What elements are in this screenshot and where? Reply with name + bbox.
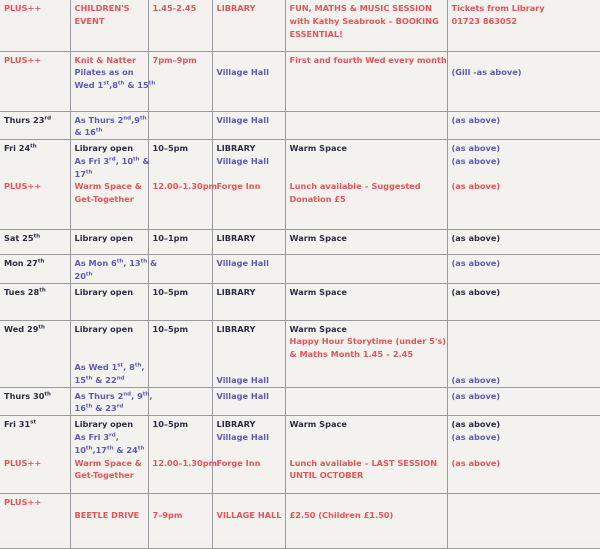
notes-cell bbox=[285, 255, 447, 284]
time-text: 10–1pm bbox=[152, 233, 189, 244]
line-spacer bbox=[75, 348, 145, 361]
schedule-row bbox=[0, 283, 600, 320]
contact-cell bbox=[447, 0, 600, 51]
line-spacer bbox=[217, 335, 282, 348]
time-cell bbox=[148, 255, 212, 284]
venue-cell bbox=[212, 51, 285, 111]
notes-text: & Maths Month 1.45 – 2.45 bbox=[289, 349, 414, 360]
event-cell bbox=[70, 0, 148, 51]
contact-text: (as above) bbox=[451, 432, 501, 443]
day-text: PLUS++ bbox=[4, 54, 42, 65]
contact-cell bbox=[447, 494, 600, 549]
event-text: 16th & 23rd bbox=[74, 403, 124, 414]
contact-text: (as above) bbox=[451, 181, 501, 192]
contact-text: (as above) bbox=[451, 457, 501, 468]
contact-text: Tickets from Library bbox=[451, 3, 545, 13]
time-text: 12.00–1.30pm bbox=[152, 457, 218, 468]
venue-text: LIBRARY bbox=[216, 419, 256, 430]
time-text: 7–9pm bbox=[152, 510, 183, 521]
time-cell bbox=[148, 416, 218, 494]
day-text: Fri 31st bbox=[4, 419, 37, 430]
notes-text: First and fourth Wed every month bbox=[289, 54, 447, 65]
time-text: 12.00–1.30pm bbox=[152, 181, 218, 192]
line-spacer bbox=[217, 54, 282, 67]
schedule-row bbox=[0, 111, 600, 140]
notes-text: Lunch available – Suggested bbox=[289, 181, 421, 192]
venue-text: Village Hall bbox=[216, 432, 269, 443]
schedule-row bbox=[0, 387, 600, 416]
notes-text: Warm Space bbox=[289, 286, 347, 297]
line-spacer bbox=[75, 496, 145, 509]
contact-text: (Gill -as above) bbox=[451, 67, 522, 78]
event-text: 15th & 22nd bbox=[74, 374, 125, 385]
day-text: PLUS++ bbox=[4, 457, 42, 468]
day-text: Tues 28th bbox=[4, 286, 46, 297]
day-cell bbox=[0, 320, 70, 387]
line-spacer bbox=[217, 361, 282, 374]
line-spacer bbox=[452, 444, 598, 457]
notes-text: Happy Hour Storytime (under 5's) bbox=[289, 336, 446, 347]
event-text: Warm Space & bbox=[74, 181, 142, 192]
event-text: Library open bbox=[74, 323, 134, 334]
venue-text: Forge Inn bbox=[216, 457, 261, 468]
line-spacer bbox=[4, 168, 67, 181]
event-cell bbox=[70, 416, 148, 494]
venue-cell bbox=[212, 320, 285, 387]
time-cell bbox=[148, 387, 212, 416]
day-text: PLUS++ bbox=[4, 181, 42, 192]
contact-text: 01723 863052 bbox=[451, 15, 518, 26]
line-spacer bbox=[153, 168, 209, 181]
line-spacer bbox=[4, 444, 67, 457]
event-text: Library open bbox=[74, 143, 134, 154]
venue-cell bbox=[212, 416, 285, 494]
line-spacer bbox=[452, 348, 598, 361]
venue-text: Village Hall bbox=[216, 67, 269, 78]
event-cell bbox=[70, 494, 148, 549]
day-text: Mon 27th bbox=[4, 258, 45, 269]
notes-text: Donation £5 bbox=[289, 194, 346, 205]
notes-text: with Kathy Seabrook – BOOKING bbox=[289, 15, 439, 26]
day-cell bbox=[0, 0, 70, 51]
event-text: As Fri 3rd, bbox=[74, 432, 119, 443]
notes-text: ESSENTIAL! bbox=[289, 28, 343, 39]
venue-cell bbox=[212, 111, 285, 140]
notes-cell bbox=[285, 230, 447, 255]
event-cell bbox=[70, 387, 153, 416]
line-spacer bbox=[452, 335, 598, 348]
line-spacer bbox=[217, 444, 282, 457]
time-cell bbox=[148, 230, 212, 255]
schedule-row bbox=[0, 140, 600, 230]
venue-text: LIBRARY bbox=[216, 143, 256, 154]
line-spacer bbox=[217, 348, 282, 361]
notes-text: Warm Space bbox=[289, 419, 347, 430]
notes-cell bbox=[285, 51, 447, 111]
event-text: CHILDREN'S EVENT bbox=[74, 3, 130, 26]
notes-cell bbox=[285, 140, 447, 230]
day-cell bbox=[0, 255, 70, 284]
venue-text: LIBRARY bbox=[216, 323, 256, 334]
contact-cell bbox=[447, 140, 600, 230]
day-cell bbox=[0, 140, 70, 230]
venue-cell bbox=[212, 494, 285, 549]
line-spacer bbox=[153, 431, 209, 444]
time-cell bbox=[148, 283, 212, 320]
venue-text: Village Hall bbox=[216, 258, 269, 269]
venue-text: Forge Inn bbox=[216, 181, 261, 192]
venue-cell bbox=[212, 255, 285, 284]
day-cell bbox=[0, 387, 70, 416]
event-cell bbox=[70, 255, 158, 284]
notes-cell bbox=[285, 320, 447, 387]
venue-cell bbox=[212, 283, 285, 320]
schedule-row bbox=[0, 320, 600, 387]
line-spacer bbox=[153, 444, 209, 457]
time-cell bbox=[148, 0, 212, 51]
venue-text: Village Hall bbox=[216, 155, 269, 166]
notes-text: UNTIL OCTOBER bbox=[289, 470, 364, 481]
contact-text: (as above) bbox=[451, 143, 501, 154]
time-text: 10–5pm bbox=[152, 143, 189, 154]
time-cell bbox=[148, 494, 212, 549]
contact-cell bbox=[447, 255, 600, 284]
day-cell bbox=[0, 283, 70, 320]
event-text: Library open bbox=[74, 286, 134, 297]
notes-cell bbox=[285, 416, 447, 494]
day-cell bbox=[0, 416, 70, 494]
contact-text: (as above) bbox=[451, 233, 501, 244]
contact-text: (as above) bbox=[451, 258, 501, 269]
contact-text: (as above) bbox=[451, 419, 501, 430]
contact-text: (as above) bbox=[451, 155, 501, 166]
line-spacer bbox=[217, 496, 282, 509]
line-spacer bbox=[290, 155, 444, 168]
line-spacer bbox=[452, 361, 598, 374]
contact-text: (as above) bbox=[451, 390, 501, 401]
event-cell bbox=[70, 51, 156, 111]
notes-cell bbox=[285, 283, 447, 320]
event-text: Pilates as on bbox=[74, 67, 134, 78]
day-text: Thurs 23rd bbox=[4, 114, 52, 125]
venue-cell bbox=[212, 140, 285, 230]
contact-cell bbox=[447, 51, 600, 111]
contact-text: (as above) bbox=[451, 286, 501, 297]
time-text: 7pm–9pm bbox=[152, 54, 197, 65]
event-text: Warm Space & bbox=[74, 457, 142, 468]
event-cell bbox=[70, 140, 148, 230]
event-text: Knit & Natter bbox=[74, 54, 137, 65]
schedule-row bbox=[0, 51, 600, 111]
venue-text: LIBRARY bbox=[216, 286, 256, 297]
time-cell bbox=[148, 111, 212, 140]
event-text: Library open bbox=[74, 419, 134, 430]
line-spacer bbox=[290, 168, 444, 181]
notes-text: Warm Space bbox=[289, 143, 347, 154]
schedule-row bbox=[0, 0, 600, 51]
event-text: 20th bbox=[74, 270, 93, 281]
day-cell bbox=[0, 230, 70, 255]
schedule-row bbox=[0, 494, 600, 549]
day-text: PLUS++ bbox=[4, 3, 42, 13]
day-text: Sat 25th bbox=[4, 233, 41, 244]
notes-text: FUN, MATHS & MUSIC SESSION bbox=[289, 3, 432, 13]
line-spacer bbox=[75, 335, 145, 348]
contact-cell bbox=[447, 387, 600, 416]
time-text: 10–5pm bbox=[152, 286, 189, 297]
line-spacer bbox=[452, 54, 598, 67]
event-text: Get-Together bbox=[74, 470, 134, 481]
line-spacer bbox=[153, 155, 209, 168]
venue-text: Village Hall bbox=[216, 374, 269, 385]
venue-text: LIBRARY bbox=[216, 233, 256, 244]
day-cell bbox=[0, 494, 70, 549]
event-text: 17th bbox=[74, 168, 93, 179]
venue-text: Village Hall bbox=[216, 390, 269, 401]
notes-cell bbox=[285, 494, 447, 549]
event-text: As Mon 6th, 13th & bbox=[74, 258, 158, 269]
venue-cell bbox=[212, 230, 285, 255]
event-text: As Thurs 2nd, 9th, bbox=[74, 390, 153, 401]
line-spacer bbox=[4, 431, 67, 444]
line-spacer bbox=[4, 155, 67, 168]
event-text: Library open bbox=[74, 233, 134, 244]
schedule-row bbox=[0, 230, 600, 255]
event-cell bbox=[70, 111, 148, 140]
notes-cell bbox=[285, 387, 447, 416]
notes-text: Lunch available – LAST SESSION bbox=[289, 457, 438, 468]
day-cell bbox=[0, 51, 70, 111]
line-spacer bbox=[290, 496, 444, 509]
venue-cell bbox=[212, 387, 285, 416]
time-text: 10–5pm bbox=[152, 323, 189, 334]
contact-cell bbox=[447, 230, 600, 255]
line-spacer bbox=[452, 323, 598, 336]
time-text: 10–5pm bbox=[152, 419, 189, 430]
contact-text: (as above) bbox=[451, 114, 501, 125]
event-text: Wed 1st,8th & 15th bbox=[74, 80, 156, 91]
contact-cell bbox=[447, 416, 600, 494]
event-text: 10th,17th & 24th bbox=[74, 444, 145, 455]
notes-cell bbox=[285, 111, 447, 140]
venue-text: LIBRARY bbox=[216, 3, 256, 13]
time-cell bbox=[148, 51, 212, 111]
event-cell bbox=[70, 283, 148, 320]
time-text: 1.45-2.45 bbox=[152, 3, 197, 13]
schedule-row bbox=[0, 416, 600, 494]
contact-cell bbox=[447, 283, 600, 320]
line-spacer bbox=[452, 168, 598, 181]
day-cell bbox=[0, 111, 70, 140]
day-text: PLUS++ bbox=[4, 497, 42, 508]
notes-cell bbox=[285, 0, 447, 51]
event-text: As Fri 3rd, 10th & bbox=[74, 155, 150, 166]
event-text: BEETLE DRIVE bbox=[74, 510, 140, 521]
venue-text: VILLAGE HALL bbox=[216, 510, 282, 521]
event-text: & 16th bbox=[74, 127, 103, 138]
venue-text: Village Hall bbox=[216, 114, 269, 125]
event-cell bbox=[70, 230, 148, 255]
event-cell bbox=[70, 320, 148, 387]
day-text: Thurs 30th bbox=[4, 390, 51, 401]
contact-cell bbox=[447, 320, 600, 387]
day-text: Fri 24th bbox=[4, 143, 37, 154]
schedule-row bbox=[0, 255, 600, 284]
time-cell bbox=[148, 140, 218, 230]
line-spacer bbox=[290, 444, 444, 457]
event-text: As Thurs 2nd,9th bbox=[74, 114, 147, 125]
venue-cell bbox=[212, 0, 285, 51]
day-text: Wed 29th bbox=[4, 323, 45, 334]
notes-text: £2.50 (Children £1.50) bbox=[289, 510, 394, 521]
event-text: As Wed 1st, 8th, bbox=[74, 362, 145, 373]
time-cell bbox=[148, 320, 212, 387]
line-spacer bbox=[217, 168, 282, 181]
contact-text: (as above) bbox=[451, 374, 501, 385]
line-spacer bbox=[290, 431, 444, 444]
contact-cell bbox=[447, 111, 600, 140]
line-spacer bbox=[153, 496, 209, 509]
notes-text: Warm Space bbox=[289, 233, 347, 244]
event-text: Get-Together bbox=[74, 194, 134, 205]
notes-text: Warm Space bbox=[289, 323, 347, 334]
